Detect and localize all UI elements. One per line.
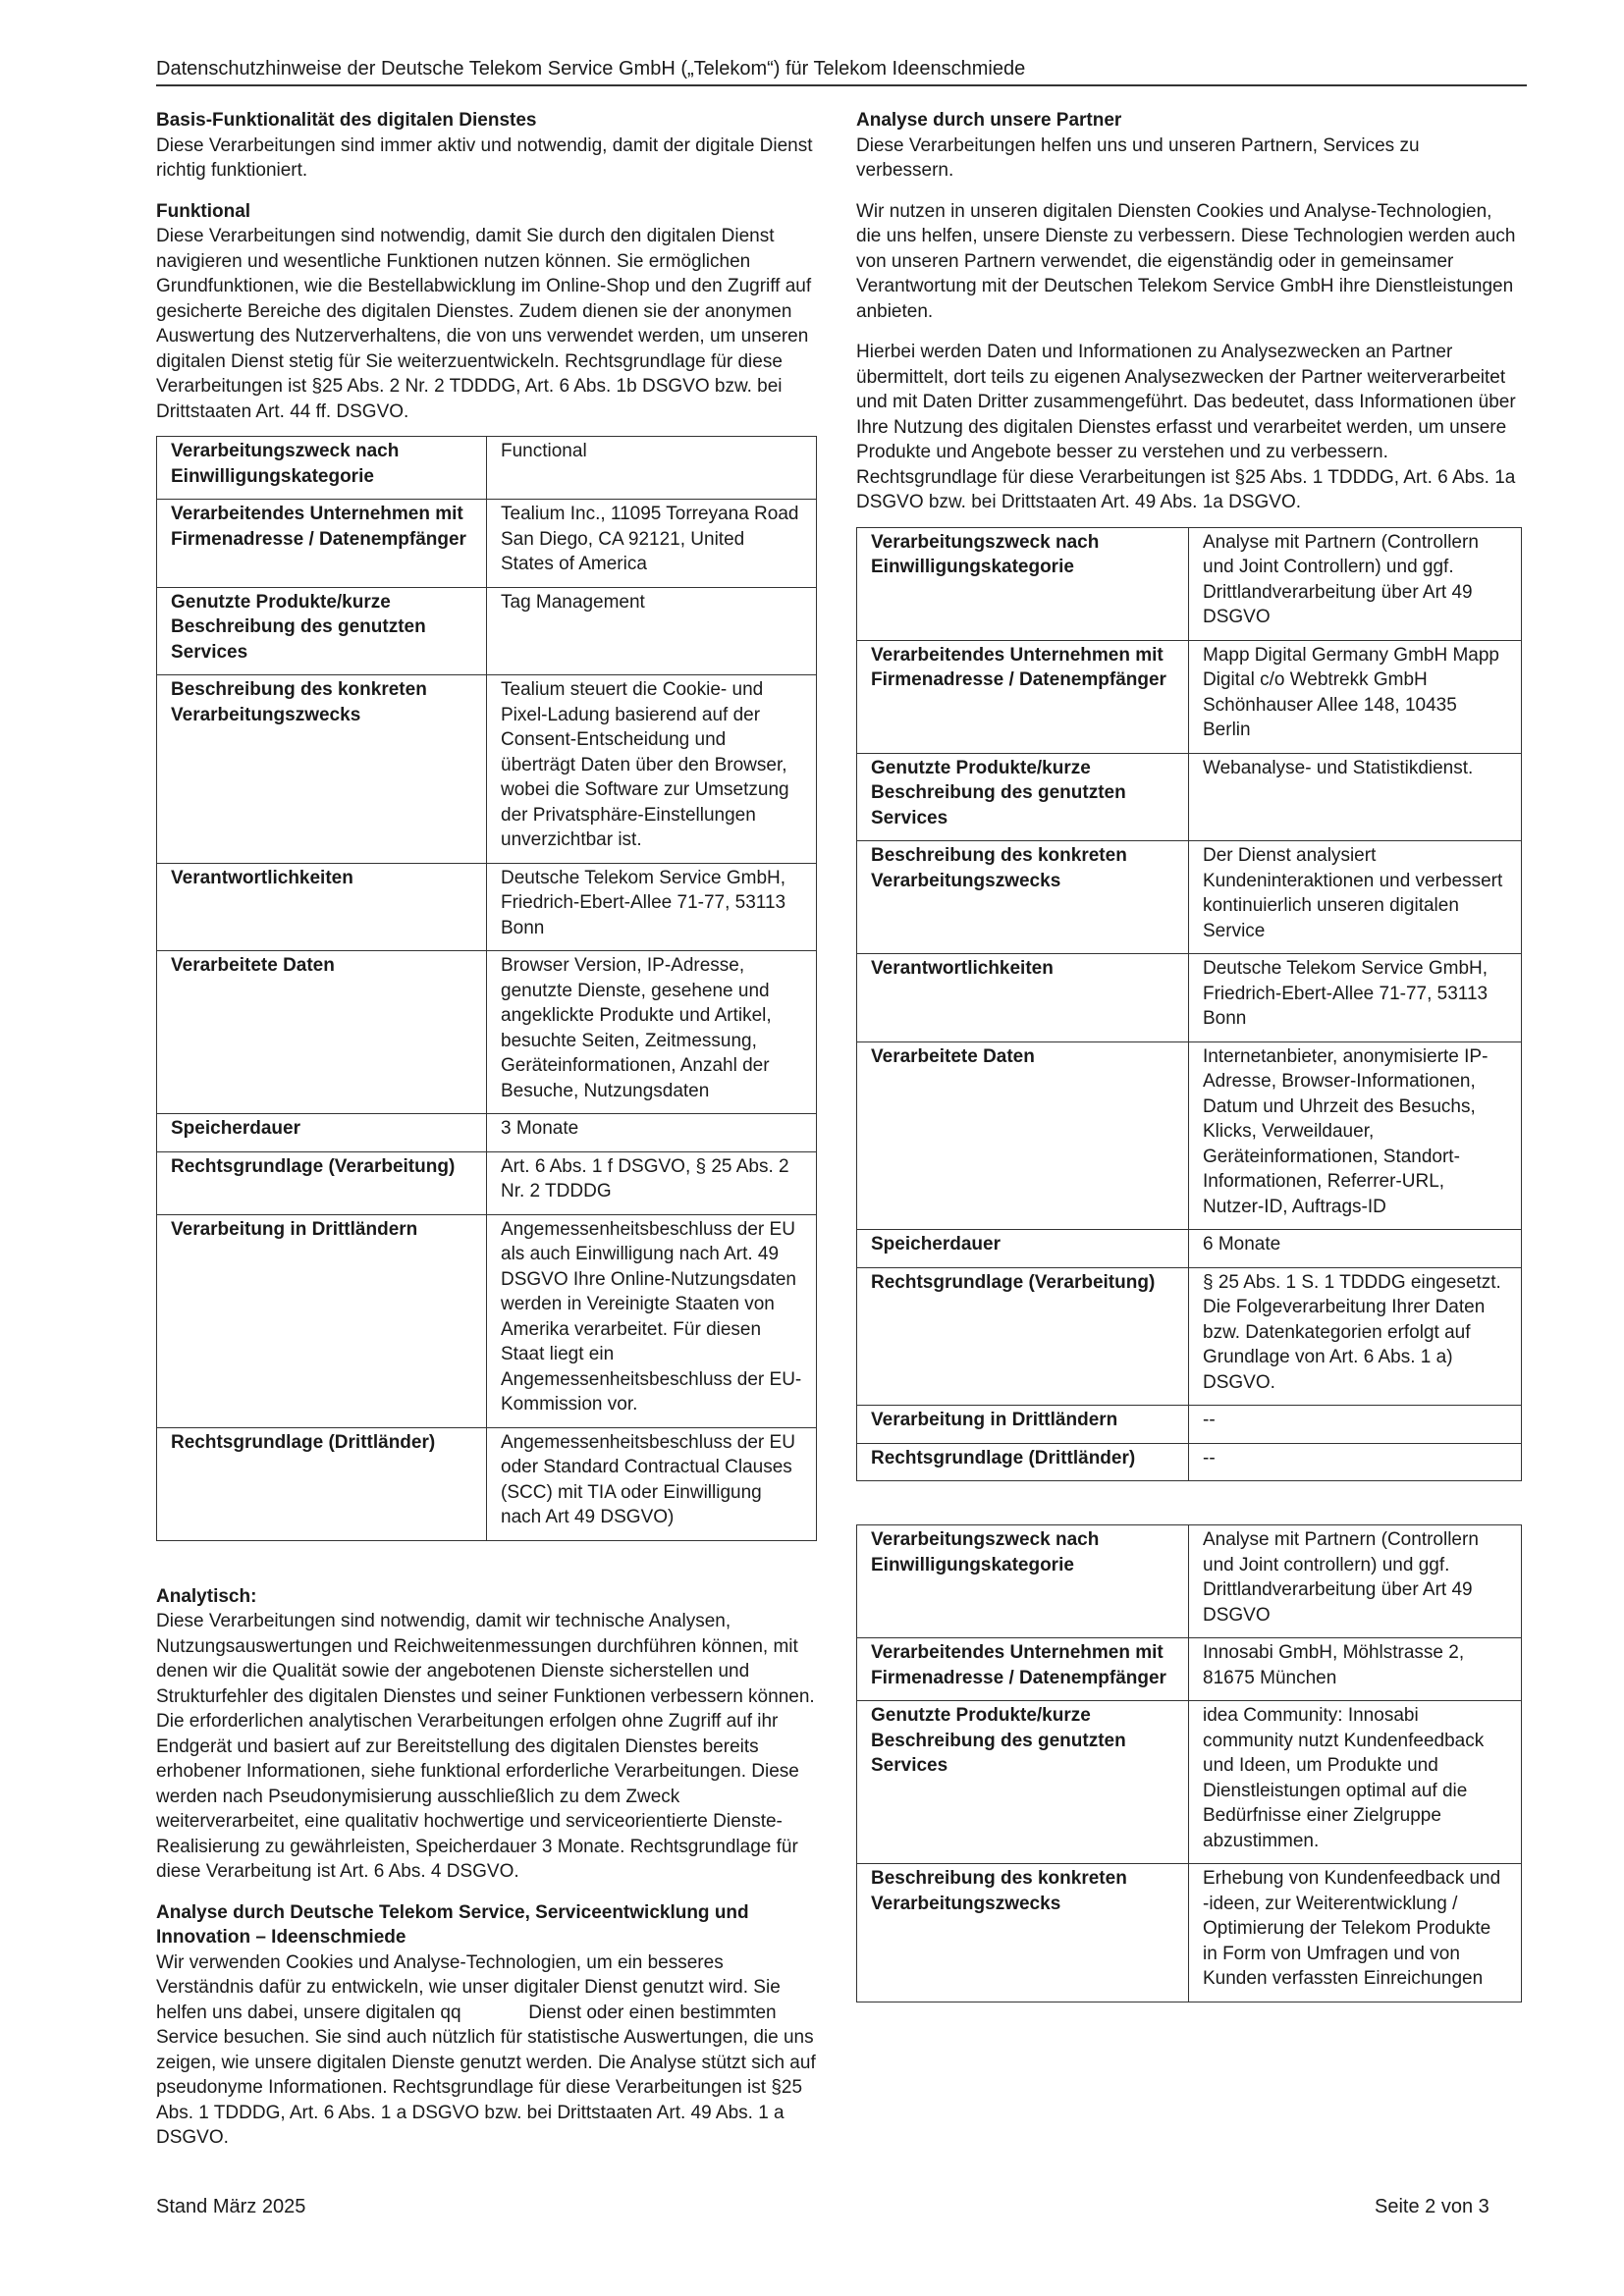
table-value: Angemessenheitsbeschluss der EU als auch Einwilligung nach Art. 49 DSGVO Ihre Online-Nutzungsdaten werden in Vereinigte Staaten von Amerika verarbeitet. Für diesen Staat liegt ein Angemessenheitsbeschluss der EU-Kommission vor. (487, 1214, 817, 1427)
table-row (157, 863, 817, 951)
table-row (857, 841, 1522, 954)
table-value: Deutsche Telekom Service GmbH, Friedrich-Ebert-Allee 71-77, 53113 Bonn (1189, 954, 1522, 1042)
table-value: Functional (487, 437, 817, 500)
table-value: idea Community: Innosabi community nutzt Kundenfeedback und Ideen, um Produkte und Dienstleistungen optimal auf die Bedürfnisse einer Zielgruppe abzustimmen. (1189, 1701, 1522, 1864)
table-row (157, 675, 817, 864)
table-row (857, 1230, 1522, 1268)
table-key: Beschreibung des konkreten Verarbeitungszwecks (157, 675, 487, 864)
table-key: Verarbeitungszweck nach Einwilligungskategorie (857, 527, 1189, 640)
table-key: Genutzte Produkte/kurze Beschreibung des genutzten Services (857, 1701, 1189, 1864)
document-title: Datenschutzhinweise der Deutsche Telekom Service GmbH („Telekom“) für Telekom Ideenschmiede (156, 58, 1026, 80)
table-row (857, 954, 1522, 1042)
table-key: Verarbeitungszweck nach Einwilligungskategorie (157, 437, 487, 500)
table-key: Genutzte Produkte/kurze Beschreibung des genutzten Services (857, 753, 1189, 841)
section-heading-analytisch: Analytisch: (156, 1585, 257, 1607)
table-value: -- (1189, 1443, 1522, 1481)
section-text-partner-2: Wir nutzen in unseren digitalen Diensten Cookies und Analyse-Technologien, die uns helfen, unsere Dienste zu verbessern. Diese Technologien werden auch von unseren Partnern verwendet, die eigenständig oder in gemeinsamer Verantwortung mit der Deutschen Telekom Service GmbH ihre Dienstleistungen anbieten. (856, 200, 1516, 322)
left-column (156, 108, 821, 2166)
table-value: Art. 6 Abs. 1 f DSGVO, § 25 Abs. 2 Nr. 2 TDDDG (487, 1151, 817, 1214)
table-key: Verarbeitete Daten (857, 1041, 1189, 1230)
right-column (856, 108, 1522, 2020)
table-row (157, 500, 817, 588)
table-value: Internetanbieter, anonymisierte IP-Adresse, Browser-Informationen, Datum und Uhrzeit des Besuchs, Klicks, Verweildauer, Geräteinformationen, Standort-Informationen, Referrer-URL, Nutzer-ID, Auftrags-ID (1189, 1041, 1522, 1230)
table-row (857, 527, 1522, 640)
table-row (157, 587, 817, 675)
table-value: Angemessenheitsbeschluss der EU oder Standard Contractual Clauses (SCC) mit TIA oder Einwilligung nach Art 49 DSGVO) (487, 1427, 817, 1540)
spacer (156, 1559, 817, 1584)
section-text-partner-1: Diese Verarbeitungen helfen uns und unseren Partnern, Services zu verbessern. (856, 134, 1420, 181)
section-heading-basis: Basis-Funktionalität des digitalen Dienstes (156, 110, 537, 131)
table-key: Rechtsgrundlage (Verarbeitung) (157, 1151, 487, 1214)
section-text-basis: Diese Verarbeitungen sind immer aktiv und notwendig, damit der digitale Dienst richtig funktioniert. (156, 134, 813, 181)
section-heading-partner: Analyse durch unsere Partner (856, 110, 1122, 131)
table-row (857, 1267, 1522, 1406)
table-row (157, 1214, 817, 1427)
table-value: Erhebung von Kundenfeedback und -ideen, zur Weiterentwicklung / Optimierung der Telekom Produkte in Form von Umfragen und von Kunden verfassten Einreichungen (1189, 1864, 1522, 2002)
table-row (857, 753, 1522, 841)
table-row (157, 437, 817, 500)
table-key: Verarbeitung in Drittländern (157, 1214, 487, 1427)
table-row (857, 1406, 1522, 1444)
table-key: Rechtsgrundlage (Drittländer) (857, 1443, 1189, 1481)
table-key: Verarbeitungszweck nach Einwilligungskategorie (857, 1525, 1189, 1638)
table-value: -- (1189, 1406, 1522, 1444)
table-key: Speicherdauer (857, 1230, 1189, 1268)
table-row (857, 1041, 1522, 1230)
table-key: Rechtsgrundlage (Verarbeitung) (857, 1267, 1189, 1406)
section-text-analytisch: Diese Verarbeitungen sind notwendig, damit wir technische Analysen, Nutzungsauswertungen und Reichweitenmessungen durchführen können, mit denen wir die Qualität sowie der angebotenen Dienste sicherstellen und Strukturfehler des digitalen Dienstes und seiner Funktionen verbessern können. Die erforderlichen analytischen Verarbeitungen erfolgen ohne Zugriff auf ihr Endgerät und basiert auf zur Bereitstellung des digitalen Dienstes bereits erhobener Informationen, siehe funktional erforderliche Verarbeitungen. Diese werden nach Pseudonymisierung ausschließlich zu dem Zweck weiterverarbeitet, eine qualitativ hochwertige und serviceorientierte Dienste-Realisierung zu gewährleisten, Speicherdauer 3 Monate. Rechtsgrundlage für diese Verarbeitung ist Art. 6 Abs. 4 DSGVO. (156, 1611, 815, 1882)
footer-date: Stand März 2025 (156, 2196, 306, 2217)
table-key: Verarbeitung in Drittländern (857, 1406, 1189, 1444)
table-value: Tealium steuert die Cookie- und Pixel-Ladung basierend auf der Consent-Entscheidung und überträgt Daten über den Browser, wobei die Software zur Umsetzung der Privatsphäre-Einstellungen unverzichtbar ist. (487, 675, 817, 864)
table-key: Verarbeitendes Unternehmen mit Firmenadresse / Datenempfänger (857, 640, 1189, 753)
section-text-funktional: Diese Verarbeitungen sind notwendig, damit Sie durch den digitalen Dienst navigieren und wesentliche Funktionen nutzen können. Sie ermöglichen Grundfunktionen, wie die Bestellabwicklung im Online-Shop und den Zugriff auf gesicherte Bereiche des digitalen Dienstes. Zudem dienen sie der anonymen Auswertung des Nutzerverhaltens, die von uns verwendet werden, um unseren digitalen Dienst stetig für Sie weiterzuentwickeln. Rechtsgrundlage für diese Verarbeitungen ist §25 Abs. 2 Nr. 2 TDDDG, Art. 6 Abs. 1b DSGVO bzw. bei Drittstaaten Art. 44 ff. DSGVO. (156, 226, 812, 422)
table-partner-innosabi (856, 1524, 1522, 2002)
table-row (157, 1151, 817, 1214)
table-value: § 25 Abs. 1 S. 1 TDDDG eingesetzt. Die Folgeverarbeitung Ihrer Daten bzw. Datenkategorien erfolgt auf Grundlage von Art. 6 Abs. 1 a) DSGVO. (1189, 1267, 1522, 1406)
table-row (857, 640, 1522, 753)
table-key: Verantwortlichkeiten (157, 863, 487, 951)
table-value: Analyse mit Partnern (Controllern und Joint controllern) und ggf. Drittlandverarbeitung über Art 49 DSGVO (1189, 1525, 1522, 1638)
table-value: Mapp Digital Germany GmbH Mapp Digital c/o Webtrekk GmbH Schönhauser Allee 148, 10435 Berlin (1189, 640, 1522, 753)
table-value: Tealium Inc., 11095 Torreyana Road San Diego, CA 92121, United States of America (487, 500, 817, 588)
table-key: Verarbeitete Daten (157, 951, 487, 1114)
table-value: 6 Monate (1189, 1230, 1522, 1268)
page-header (156, 57, 1527, 86)
table-key: Speicherdauer (157, 1114, 487, 1152)
section-heading-analyse-dts: Analyse durch Deutsche Telekom Service, Serviceentwicklung und Innovation – Ideenschmiede (156, 1901, 749, 1948)
table-value: Analyse mit Partnern (Controllern und Joint Controllern) und ggf. Drittlandverarbeitung über Art 49 DSGVO (1189, 527, 1522, 640)
spacer (856, 1499, 1522, 1524)
table-value: Tag Management (487, 587, 817, 675)
table-value: Browser Version, IP-Adresse, genutzte Dienste, gesehene und angeklickte Produkte und Artikel, besuchte Seiten, Zeitmessung, Geräteinformationen, Anzahl der Besuche, Nutzungsdaten (487, 951, 817, 1114)
table-row (157, 951, 817, 1114)
table-row (157, 1114, 817, 1152)
table-row (857, 1525, 1522, 1638)
table-row (857, 1638, 1522, 1701)
footer-page-number: Seite 2 von 3 (1375, 2196, 1489, 2217)
section-text-analyse-dts: Wir verwenden Cookies und Analyse-Technologien, um ein besseres Verständnis dafür zu entwickeln, wie unser digitaler Dienst genutzt wird. Sie helfen uns dabei, unsere digitalen qq Dienst oder einen bestimmten Service besuchen. Sie sind auch nützlich für statistische Auswertungen, die uns zeigen, wie unsere digitalen Dienste genutzt werden. Die Analyse stützt sich auf pseudonyme Informationen. Rechtsgrundlage für diese Verarbeitungen ist §25 Abs. 1 TDDDG, Art. 6 Abs. 1 a DSGVO bzw. bei Drittstaaten Art. 49 Abs. 1 a DSGVO. (156, 1951, 821, 2148)
table-key: Verarbeitendes Unternehmen mit Firmenadresse / Datenempfänger (857, 1638, 1189, 1701)
table-row (157, 1427, 817, 1540)
table-value: 3 Monate (487, 1114, 817, 1152)
table-key: Beschreibung des konkreten Verarbeitungszwecks (857, 1864, 1189, 2002)
section-text-partner-3: Hierbei werden Daten und Informationen zu Analysezwecken an Partner übermittelt, dort teils zu eigenen Analysezwecken der Partner weiterverarbeitet und mit Daten Dritter zusammengeführt. Das bedeutet, dass Informationen über Ihre Nutzung des digitalen Dienstes erfasst und verarbeitet werden, um unsere Produkte und Angebote besser zu verstehen und zu verbessern. Rechtsgrundlage für diese Verarbeitungen ist §25 Abs. 1 TDDDG, Art. 6 Abs. 1a DSGVO bzw. bei Drittstaaten Art. 49 Abs. 1a DSGVO. (856, 342, 1516, 512)
table-key: Genutzte Produkte/kurze Beschreibung des genutzten Services (157, 587, 487, 675)
table-functional (156, 436, 817, 1541)
table-key: Verantwortlichkeiten (857, 954, 1189, 1042)
table-value: Der Dienst analysiert Kundeninteraktionen und verbessert kontinuierlich unseren digitalen Service (1189, 841, 1522, 954)
section-heading-funktional: Funktional (156, 200, 251, 222)
table-value: Webanalyse- und Statistikdienst. (1189, 753, 1522, 841)
table-key: Verarbeitendes Unternehmen mit Firmenadresse / Datenempfänger (157, 500, 487, 588)
table-row (857, 1443, 1522, 1481)
table-row (857, 1864, 1522, 2002)
table-partner-mapp (856, 527, 1522, 1482)
table-key: Rechtsgrundlage (Drittländer) (157, 1427, 487, 1540)
table-value: Innosabi GmbH, Möhlstrasse 2, 81675 München (1189, 1638, 1522, 1701)
table-key: Beschreibung des konkreten Verarbeitungszwecks (857, 841, 1189, 954)
table-row (857, 1701, 1522, 1864)
table-value: Deutsche Telekom Service GmbH, Friedrich-Ebert-Allee 71-77, 53113 Bonn (487, 863, 817, 951)
